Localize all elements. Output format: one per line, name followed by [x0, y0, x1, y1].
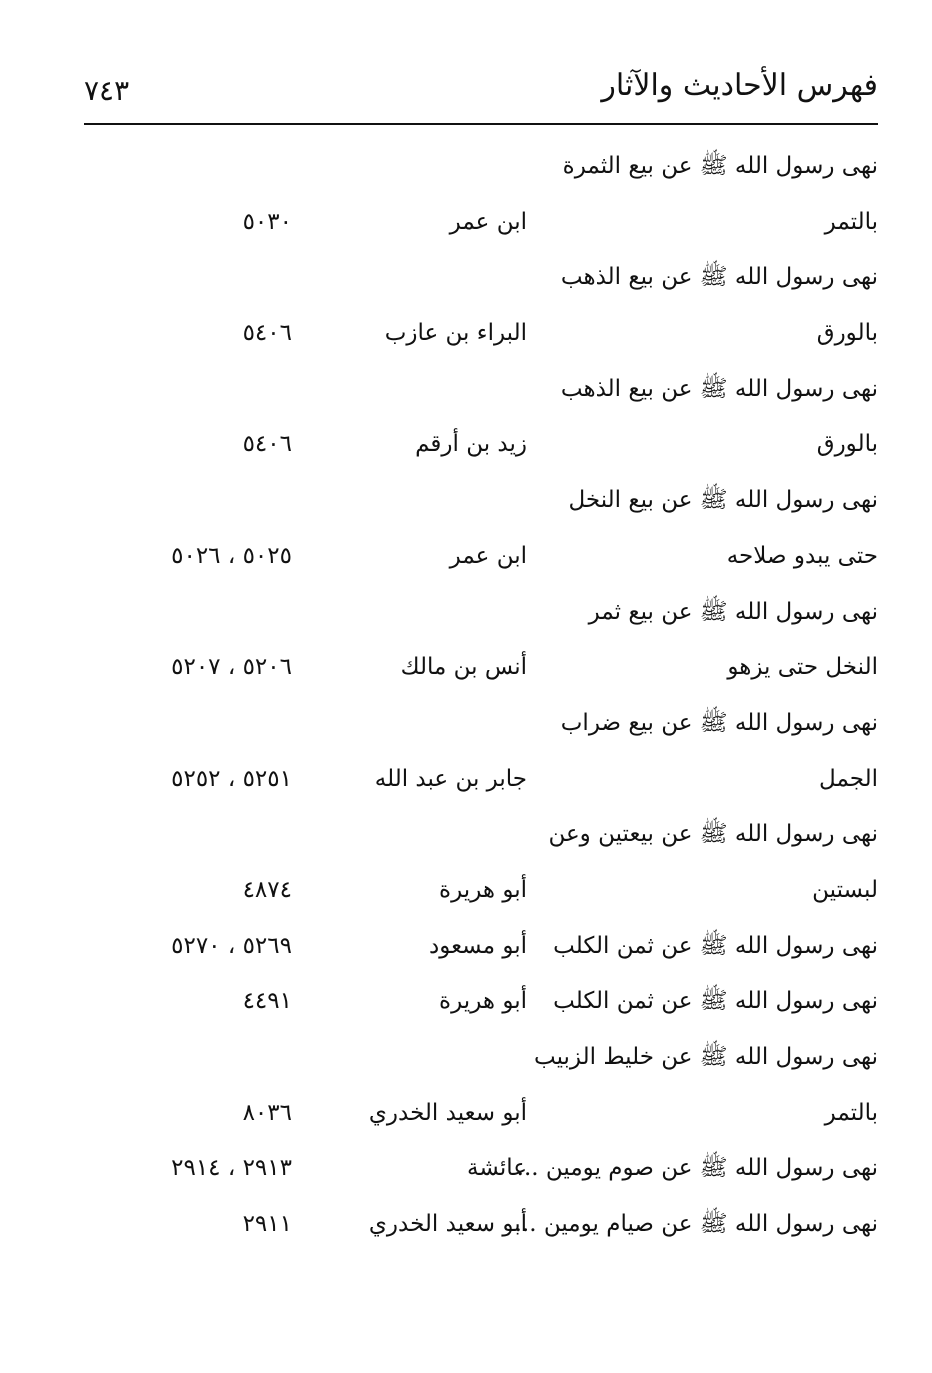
reference-numbers: ٨٠٣٦: [242, 1099, 292, 1126]
hadith-text: بالورق: [816, 431, 878, 458]
hadith-text: نهى رسول الله ﷺ عن بيع ضراب: [560, 709, 878, 736]
index-row: [0, 980, 932, 1036]
index-row: [0, 702, 932, 758]
narrator: زيد بن أرقم: [415, 431, 527, 458]
index-row: [0, 1036, 932, 1092]
narrator: ابن عمر: [449, 542, 527, 569]
reference-numbers: ٥٤٠٦: [242, 320, 292, 347]
narrator: أنس بن مالك: [400, 654, 527, 681]
narrator: ابن عمر: [449, 208, 527, 235]
hadith-text: بالتمر: [824, 208, 878, 235]
index-row: [0, 256, 932, 312]
hadith-text: نهى رسول الله ﷺ عن خليط الزبيب: [534, 1044, 878, 1070]
hadith-text: الجمل: [819, 765, 878, 792]
hadith-text: حتى يبدو صلاحه: [726, 542, 878, 569]
hadith-text: نهى رسول الله ﷺ عن بيعتين وعن: [548, 821, 878, 848]
index-row: [0, 1147, 932, 1203]
hadith-text: نهى رسول الله ﷺ عن بيع الذهب: [560, 264, 878, 291]
hadith-text: النخل حتى يزهو: [727, 654, 878, 681]
hadith-text: بالتمر: [824, 1099, 878, 1126]
index-row: [0, 1203, 932, 1259]
index-row: [0, 758, 932, 814]
page-title: فهرس الأحاديث والآثار: [601, 68, 878, 103]
narrator: جابر بن عبد الله: [374, 765, 527, 792]
reference-numbers: ٥٢٦٩ ، ٥٢٧٠: [171, 932, 292, 959]
index-row: [0, 591, 932, 647]
hadith-text: نهى رسول الله ﷺ عن ثمن الكلب: [553, 988, 878, 1015]
hadith-text: نهى رسول الله ﷺ عن بيع الثمرة: [562, 153, 878, 179]
reference-numbers: ٥٢٠٦ ، ٥٢٠٧: [171, 654, 292, 681]
hadith-text: نهى رسول الله ﷺ عن بيع ثمر: [588, 598, 878, 625]
hadith-text: بالورق: [816, 320, 878, 347]
reference-numbers: ٢٩١٣ ، ٢٩١٤: [171, 1155, 292, 1182]
narrator: أبو سعيد الخدري: [368, 1099, 527, 1126]
reference-numbers: ٢٩١١: [242, 1211, 292, 1238]
hadith-text: نهى رسول الله ﷺ عن ثمن الكلب: [553, 932, 878, 959]
index-row: [0, 869, 932, 925]
index-row: [0, 925, 932, 981]
narrator: عائشة: [467, 1155, 527, 1182]
reference-numbers: ٥٠٣٠: [242, 208, 292, 235]
narrator: البراء بن عازب: [384, 320, 527, 347]
reference-numbers: ٥٤٠٦: [242, 431, 292, 458]
index-row: [0, 368, 932, 424]
hadith-text: نهى رسول الله ﷺ عن صيام يومين ...: [514, 1211, 878, 1238]
index-row: [0, 201, 932, 257]
hadith-text: لبستين: [812, 876, 878, 903]
hadith-text: نهى رسول الله ﷺ عن صوم يومين ...: [516, 1155, 878, 1182]
narrator: أبو سعيد الخدري: [368, 1211, 527, 1238]
hadith-text: نهى رسول الله ﷺ عن بيع الذهب: [560, 375, 878, 402]
index-entries: [0, 145, 932, 1259]
header-rule: [84, 123, 878, 125]
page-number: ٧٤٣: [84, 74, 130, 107]
index-row: [0, 646, 932, 702]
narrator: أبو هريرة: [439, 876, 527, 903]
index-row: [0, 479, 932, 535]
index-row: [0, 145, 932, 201]
reference-numbers: ٤٨٧٤: [242, 876, 292, 903]
hadith-text: نهى رسول الله ﷺ عن بيع النخل: [568, 487, 878, 514]
reference-numbers: ٥٠٢٥ ، ٥٠٢٦: [171, 542, 292, 569]
index-row: [0, 312, 932, 368]
index-row: [0, 535, 932, 591]
reference-numbers: ٥٢٥١ ، ٥٢٥٢: [171, 765, 292, 792]
narrator: أبو مسعود: [428, 932, 527, 959]
index-row: [0, 813, 932, 869]
index-row: [0, 423, 932, 479]
index-row: [0, 1092, 932, 1148]
narrator: أبو هريرة: [439, 988, 527, 1015]
reference-numbers: ٤٤٩١: [242, 988, 292, 1015]
